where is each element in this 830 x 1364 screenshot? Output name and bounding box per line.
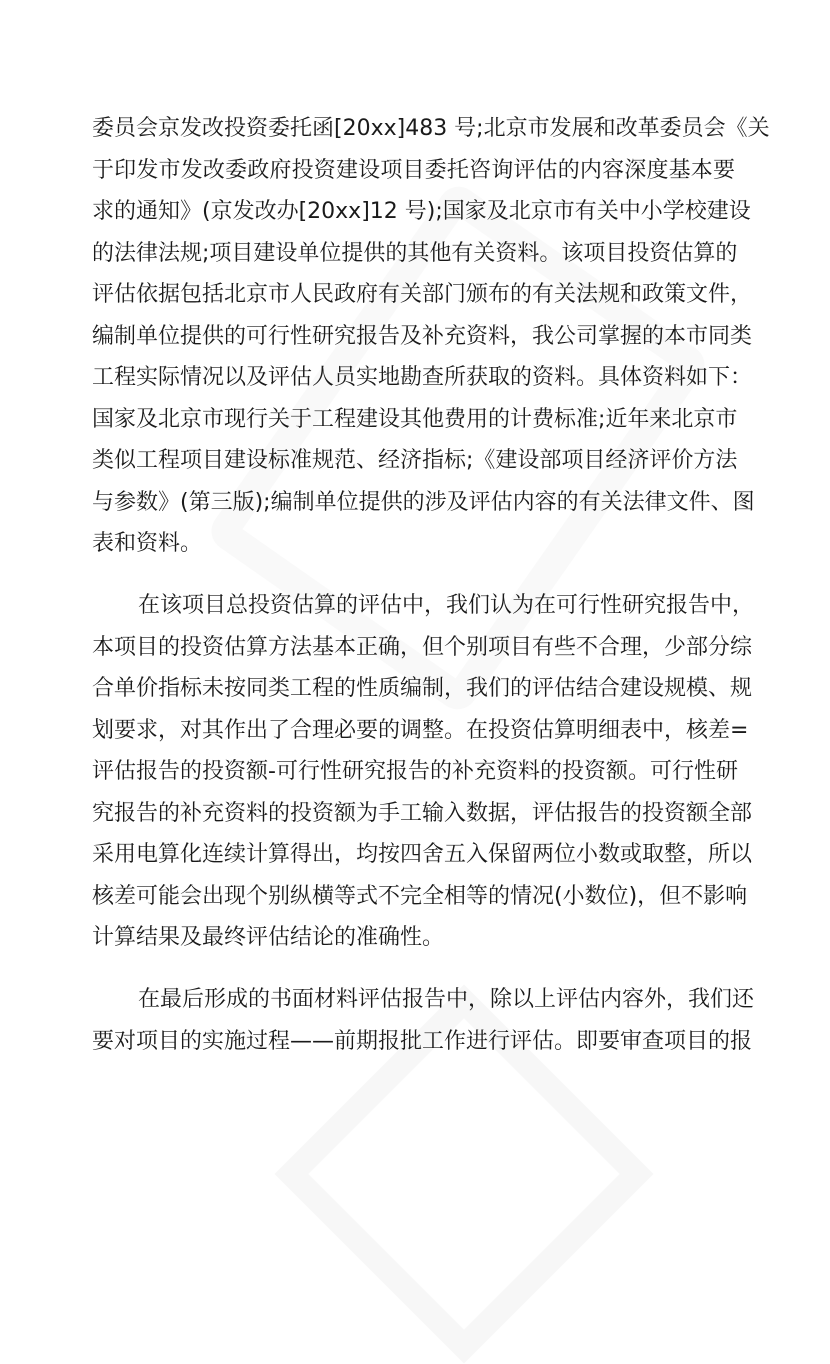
text-line: 求的通知》(京发改办[20xx]12 号);国家及北京市有关中小学校建设 — [92, 199, 751, 224]
text-line: 采用电算化连续计算得出，均按四舍五入保留两位小数或取整，所以 — [92, 842, 753, 867]
text-line: 在最后形成的书面材料评估报告中，除以上评估内容外，我们还 — [138, 987, 755, 1012]
text-line: 在该项目总投资估算的评估中，我们认为在可行性研究报告中， — [138, 593, 755, 618]
text-line: 计算结果及最终评估结论的准确性。 — [92, 925, 445, 950]
text-line: 究报告的补充资料的投资额为手工输入数据，评估报告的投资额全部 — [92, 800, 753, 826]
text-line: 要对项目的实施过程——前期报批工作进行评估。即要审查项目的报 — [92, 1028, 753, 1054]
text-line: 本项目的投资估算方法基本正确，但个别项目有些不合理，少部分综 — [92, 634, 753, 660]
text-line: 表和资料。 — [92, 531, 203, 556]
text-line: 核差可能会出现个别纵横等式不完全相等的情况(小数位)，但不影响 — [92, 883, 748, 909]
text-line: 评估报告的投资额-可行性研究报告的补充资料的投资额。可行性研 — [92, 759, 738, 784]
text-line: 类似工程项目建设标准规范、经济指标;《建设部项目经济评价方法 — [92, 448, 738, 473]
text-line: 于印发市发改委政府投资建设项目委托咨询评估的内容深度基本要 — [92, 157, 735, 183]
text-line: 委员会京发改投资委托函[20xx]483 号;北京市发展和改革委员会《关 — [92, 116, 770, 141]
paragraph — [92, 585, 755, 959]
text-line: 的法律法规;项目建设单位提供的其他有关资料。该项目投资估算的 — [92, 240, 738, 266]
paragraph — [92, 979, 755, 1062]
text-line: 与参数》(第三版);编制单位提供的涉及评估内容的有关法律文件、图 — [92, 489, 755, 515]
text-line: 划要求，对其作出了合理必要的调整。在投资估算明细表中，核差= — [92, 717, 749, 743]
text-line: 编制单位提供的可行性研究报告及补充资料，我公司掌握的本市同类 — [92, 323, 753, 349]
text-line: 国家及北京市现行关于工程建设其他费用的计费标准;近年来北京市 — [92, 406, 738, 432]
document-body — [92, 108, 770, 1083]
text-line: 评估依据包括北京市人民政府有关部门颁布的有关法规和政策文件， — [92, 282, 753, 307]
text-line: 合单价指标未按同类工程的性质编制，我们的评估结合建设规模、规 — [92, 676, 753, 701]
paragraph — [92, 108, 770, 565]
text-line: 工程实际情况以及评估人员实地勘查所获取的资料。具体资料如下： — [92, 365, 753, 390]
